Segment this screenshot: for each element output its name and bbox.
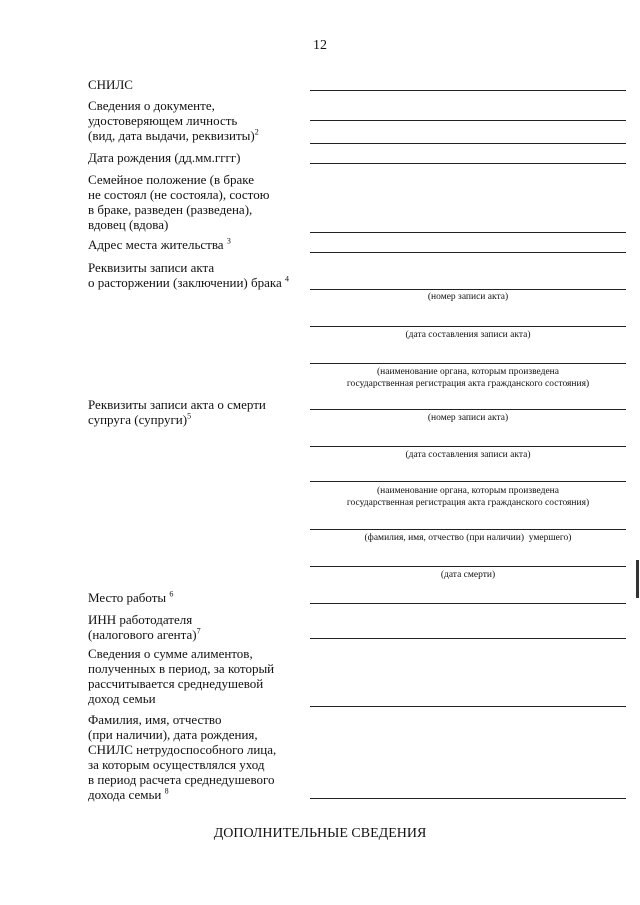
death-record-date-caption: (дата составления записи акта) — [405, 450, 531, 460]
identity-doc-line-2[interactable] — [310, 143, 626, 144]
death-record-number-caption: (номер записи акта) — [427, 413, 509, 423]
identity-doc-label: Сведения о документе, удостоверяющем личность (вид, дата выдачи, реквизиты)$^2$ — [88, 98, 259, 143]
deceased-name-line[interactable] — [310, 529, 626, 530]
address-line[interactable] — [310, 252, 626, 253]
footnote-ref: 3 — [226, 236, 231, 246]
alimony-label: Сведения о сумме алиментов, полученных в период, за который рассчитывается среднедушевой доход семьи — [88, 646, 275, 706]
marriage-record-date-line[interactable] — [310, 326, 626, 327]
footnote-ref: 5 — [187, 411, 192, 421]
footnote-ref: 6 — [169, 589, 174, 599]
alimony-line[interactable] — [310, 706, 626, 707]
death-authority-line[interactable] — [310, 481, 626, 482]
marital-status-line[interactable] — [310, 232, 626, 233]
footnote-ref: 2 — [254, 127, 259, 137]
death-record-number-line[interactable] — [310, 409, 626, 410]
employer-inn-label: ИНН работодателя (налогового агента)$^7$ — [88, 612, 201, 642]
employer-inn-line[interactable] — [310, 638, 626, 639]
marriage-authority-caption: (наименование органа, которым произведена государственная регистрация акта гражданского состояния) — [346, 367, 590, 389]
disabled-care-line[interactable] — [310, 798, 626, 799]
birth-date-label: Дата рождения (дд.мм.гггг) — [88, 150, 241, 165]
death-act-label: Реквизиты записи акта о смерти супруга (супруги)$^5$ — [88, 397, 266, 427]
footnote-ref: 8 — [164, 786, 169, 796]
snils-label: СНИЛС — [88, 77, 133, 92]
snils-field-line[interactable] — [310, 90, 626, 91]
marriage-record-date-caption: (дата составления записи акта) — [405, 330, 531, 340]
page-number: 12 — [313, 38, 327, 53]
death-record-date-line[interactable] — [310, 446, 626, 447]
workplace-label: Место работы $^6$ — [88, 589, 174, 605]
scan-edge-mark — [636, 560, 639, 598]
section-title: ДОПОЛНИТЕЛЬНЫЕ СВЕДЕНИЯ — [213, 826, 427, 841]
deceased-name-caption: (фамилия, имя, отчество (при наличии) умершего) — [364, 533, 572, 543]
footnote-ref: 4 — [285, 274, 290, 284]
disabled-care-label: Фамилия, имя, отчество (при наличии), дата рождения, СНИЛС нетрудоспособного лица, за которым осуществлялся уход в период расчета среднедушевого дохода семьи $^8$ — [88, 712, 277, 802]
marriage-record-number-line[interactable] — [310, 289, 626, 290]
marriage-authority-line[interactable] — [310, 363, 626, 364]
birth-date-line[interactable] — [310, 163, 626, 164]
marriage-act-label: Реквизиты записи акта о расторжении (заключении) брака $^4$ — [88, 260, 290, 290]
footnote-ref: 7 — [196, 626, 201, 636]
marriage-record-number-caption: (номер записи акта) — [427, 292, 509, 302]
marital-status-label: Семейное положение (в браке не состоял (не состояла), состою в браке, разведен (разведена), вдовец (вдова) — [88, 172, 270, 232]
death-date-line[interactable] — [310, 566, 626, 567]
identity-doc-line-1[interactable] — [310, 120, 626, 121]
address-label: Адрес места жительства $^3$ — [88, 236, 231, 252]
death-authority-caption: (наименование органа, которым произведена государственная регистрация акта гражданского состояния) — [346, 486, 590, 508]
workplace-line[interactable] — [310, 603, 626, 604]
death-date-caption: (дата смерти) — [440, 570, 496, 580]
